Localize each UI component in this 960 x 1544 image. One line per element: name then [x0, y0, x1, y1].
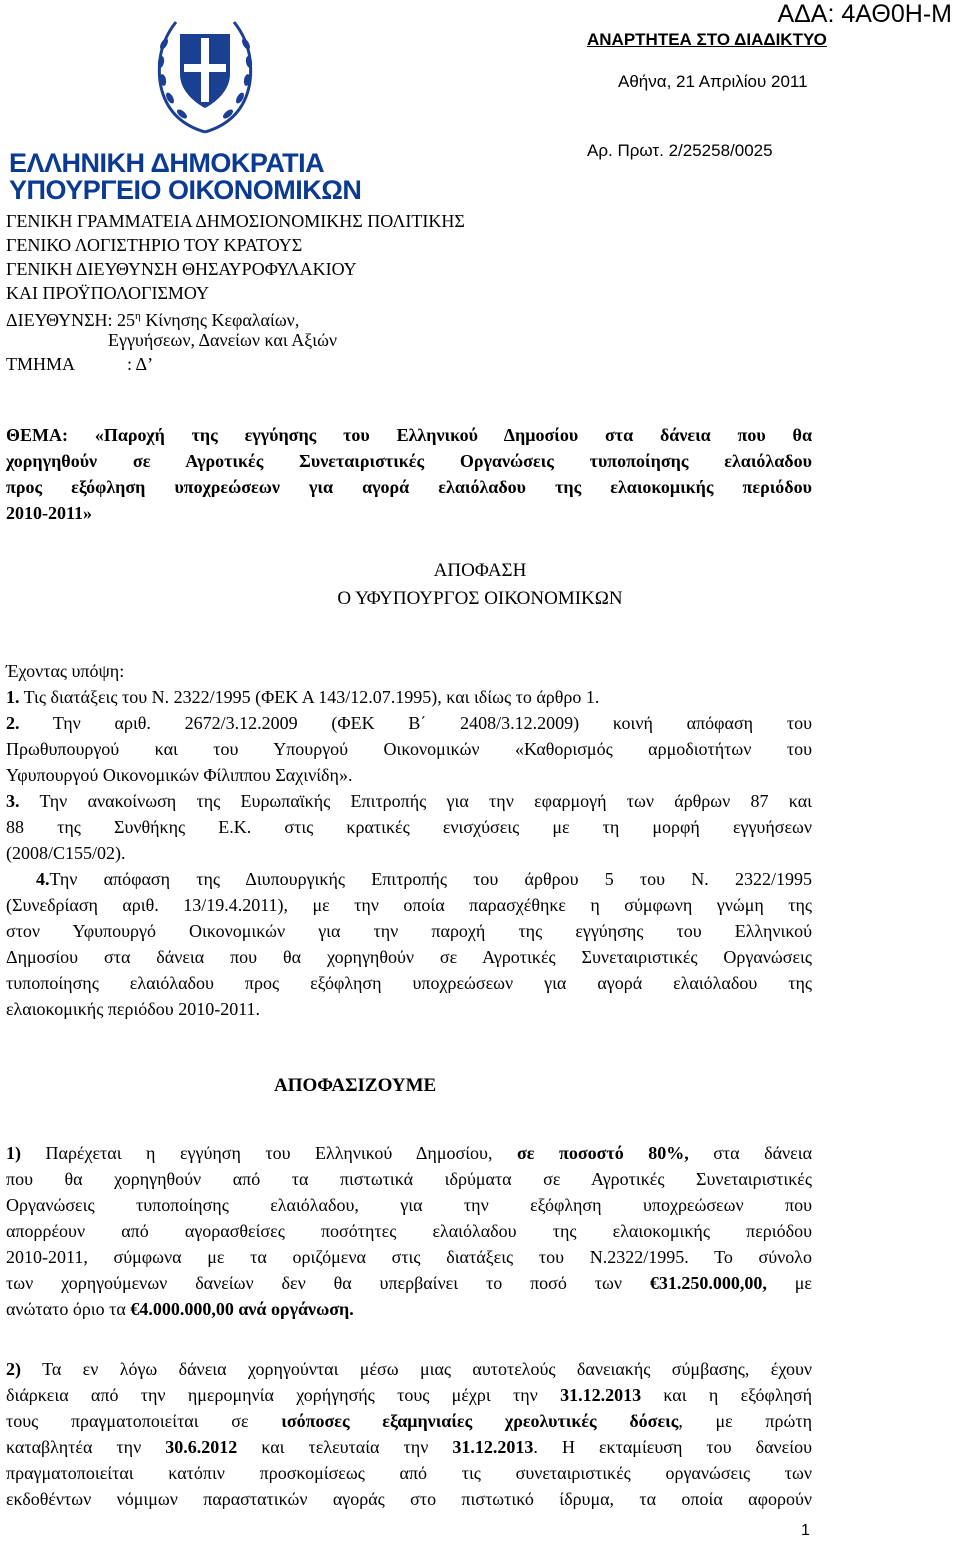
- page-number: 1: [801, 1522, 810, 1539]
- article-text: ανώτατο όριο τα: [6, 1299, 131, 1319]
- article-2-line: πραγματοποιείται κατόπιν προσκομίσεως από τις συνεταιριστικές οργανώσεις των: [6, 1463, 812, 1483]
- considering-block: [6, 658, 812, 1022]
- considering-item-3-cont: (2008/C155/02).: [6, 843, 126, 863]
- department-label: ΤΜΗΜΑ: [6, 354, 76, 374]
- article-text: και η εξόφλησή: [641, 1385, 812, 1405]
- issuer-line-2: ΓΕΝΙΚΟ ΛΟΓΙΣΤΗΡΙΟ ΤΟΥ ΚΡΑΤΟΥΣ: [6, 235, 303, 255]
- article-text: και τελευταία την: [237, 1437, 453, 1457]
- article-text: καταβλητέα την: [6, 1437, 166, 1457]
- ada-code: ΑΔΑ: 4ΑΘ0Η-Μ: [777, 0, 952, 28]
- item-number: 2.: [6, 713, 20, 733]
- issuer-line-3: ΓΕΝΙΚΗ ΔΙΕΥΘΥΝΣΗ ΘΗΣΑΥΡΟΦΥΛΑΚΙΟΥ: [6, 259, 357, 279]
- article-1-line: που θα χορηγηθούν από τα πιστωτικά ιδρύματα σε Αγροτικές Συνεταιριστικές: [6, 1169, 812, 1189]
- article-text: τους πραγματοποιείται σε: [6, 1411, 282, 1431]
- decision-subtitle: Ο ΥΦΥΠΟΥΡΓΟΣ ΟΙΚΟΝΟΜΙΚΩΝ: [337, 588, 623, 609]
- issuer-line-4: ΚΑΙ ΠΡΟΫΠΟΛΟΓΙΣΜΟΥ: [6, 283, 210, 303]
- article-text: των χορηγούμενων δανείων δεν θα υπερβαίνει το ποσό των: [6, 1273, 650, 1293]
- issuer-department: [6, 353, 153, 376]
- considering-item-4-cont: τυποποίησης ελαιόλαδου προς εξόφληση υποχρεώσεων για αγορά ελαιόλαδου της: [6, 973, 812, 993]
- considering-item-3-cont: 88 της Συνθήκης Ε.Κ. στις κρατικές ενισχύσεις με τη μορφή εγγυήσεων: [6, 817, 812, 837]
- article-1: [6, 1140, 812, 1322]
- considering-item-4: [6, 866, 812, 892]
- article-1-line: Οργανώσεις τυποποίησης ελαιόλαδου, για την εξόφληση υποχρεώσεων που: [6, 1195, 812, 1215]
- decision-heading: [0, 557, 960, 613]
- article-1-line: [6, 1140, 812, 1166]
- article-2-line: εκδοθέντων νόμιμων παραστατικών αγοράς στο πιστωτικό ίδρυμα, τα οποία αφορούν: [6, 1489, 812, 1509]
- logo-line-republic: ΕΛΛΗΝΙΚΗ ΔΗΜΟΚΡΑΤΙΑ: [9, 148, 325, 178]
- item-number: 1.: [6, 687, 20, 707]
- subject-line: ΘΕΜΑ: «Παροχή της εγγύησης του Ελληνικού Δημοσίου στα δάνεια που θα: [6, 425, 812, 445]
- item-text: Την ανακοίνωση της Ευρωπαϊκής Επιτροπής για την εφαρμογή των άρθρων 87 και: [19, 791, 812, 811]
- issuer-directorate: [6, 305, 299, 332]
- article-bold: 31.12.2013: [452, 1437, 534, 1457]
- article-bold: €4.000.000,00 ανά οργάνωση.: [130, 1299, 354, 1319]
- article-1-line: [6, 1270, 812, 1296]
- directorate-sup: η: [135, 310, 141, 322]
- article-1-line: 2010-2011, σύμφωνα με τα οριζόμενα στις διατάξεις του Ν.2322/1995. Το σύνολο: [6, 1247, 812, 1267]
- considering-intro: Έχοντας υπόψη:: [6, 661, 125, 681]
- greek-emblem-icon: [150, 4, 260, 144]
- article-1-line: απορρέουν από αγορασθείσες ποσότητες ελαιόλαδου της ελαιοκομικής περιόδου: [6, 1221, 812, 1241]
- item-text: Την αριθ. 2672/3.12.2009 (ΦΕΚ Β΄ 2408/3.12.2009) κοινή απόφαση του: [19, 713, 812, 733]
- resolve-heading: ΑΠΟΦΑΣΙΖΟΥΜΕ: [274, 1075, 437, 1096]
- subject-block: [6, 422, 812, 526]
- item-text: Την απόφαση της Διυπουργικής Επιτροπής του άρθρου 5 του Ν. 2322/1995: [49, 869, 812, 889]
- logo-line-ministry: ΥΠΟΥΡΓΕΙΟ ΟΙΚΟΝΟΜΙΚΩΝ: [9, 175, 362, 205]
- department-value: : Δ’: [127, 354, 154, 374]
- article-text: διάρκεια από την ημερομηνία χορήγησής τους μέχρι την: [6, 1385, 561, 1405]
- subject-line: προς εξόφληση υποχρεώσεων για αγορά ελαιόλαδου της ελαιοκομικής περιόδου: [6, 477, 812, 497]
- article-bold: 31.12.2013: [560, 1385, 642, 1405]
- considering-item-4-cont: στον Υφυπουργό Οικονομικών για την παροχή της εγγύησης του Ελληνικού: [6, 921, 812, 941]
- protocol-number: Αρ. Πρωτ. 2/25258/0025: [587, 141, 773, 160]
- article-bold: ισόποσες εξαμηνιαίες χρεολυτικές δόσεις: [281, 1411, 679, 1431]
- considering-item-4-cont: (Συνεδρίαση αριθ. 13/19.4.2011), με την οποία παρασχέθηκε η σύμφωνη γνώμη της: [6, 895, 812, 915]
- considering-item-2: [6, 710, 812, 736]
- issuer-line-1: ΓΕΝΙΚΗ ΓΡΑΜΜΑΤΕΙΑ ΔΗΜΟΣΙΟΝΟΜΙΚΗΣ ΠΟΛΙΤΙΚΗΣ: [6, 211, 465, 231]
- article-text: . Η εκταμίευση του δανείου: [533, 1437, 812, 1457]
- subject-line: χορηγηθούν σε Αγροτικές Συνεταιριστικές Οργανώσεις τυποποίησης ελαιόλαδου: [6, 451, 812, 471]
- item-text: Τις διατάξεις του Ν. 2322/1995 (ΦΕΚ Α 143/12.07.1995), και ιδίως το άρθρο 1.: [19, 687, 600, 707]
- ministry-logo-text: [9, 148, 362, 205]
- article-number: 2): [6, 1359, 21, 1379]
- considering-item-4-cont: ελαιοκομικής περιόδου 2010-2011.: [6, 999, 261, 1019]
- article-text: Παρέχεται η εγγύηση του Ελληνικού Δημοσίου,: [21, 1143, 517, 1163]
- article-text: στα δάνεια: [688, 1143, 812, 1163]
- decision-title: ΑΠΟΦΑΣΗ: [433, 560, 527, 581]
- article-2: [6, 1356, 812, 1512]
- directorate-rest: Κίνησης Κεφαλαίων,: [140, 310, 300, 330]
- issuer-line-6: Εγγυήσεων, Δανείων και Αξιών: [108, 330, 338, 350]
- article-2-line: [6, 1356, 812, 1382]
- article-bold: σε ποσοστό 80%,: [516, 1143, 689, 1163]
- article-2-line: [6, 1434, 812, 1460]
- directorate-prefix: ΔΙΕΥΘΥΝΣΗ: 25: [6, 310, 136, 330]
- article-text: , με πρώτη: [678, 1411, 812, 1431]
- considering-item-3: [6, 788, 812, 814]
- article-bold: 30.6.2012: [165, 1437, 238, 1457]
- considering-item-2-cont: Πρωθυπουργού και του Υπουργού Οικονομικών «Καθορισμός αρμοδιοτήτων του: [6, 739, 812, 759]
- subject-line: 2010-2011»: [6, 503, 93, 523]
- considering-item-1: [6, 684, 812, 710]
- posting-note: ΑΝΑΡΤΗΤΕΑ ΣΤΟ ΔΙΑΔΙΚΤΥΟ: [587, 30, 827, 49]
- item-number: 4.: [36, 869, 50, 889]
- article-bold: €31.250.000,00,: [649, 1273, 767, 1293]
- article-2-line: [6, 1382, 812, 1408]
- article-1-line: [6, 1296, 812, 1322]
- considering-item-4-cont: Δημοσίου στα δάνεια που θα χορηγηθούν σε Αγροτικές Συνεταιριστικές Οργανώσεις: [6, 947, 812, 967]
- article-number: 1): [6, 1143, 21, 1163]
- document-date: Αθήνα, 21 Απριλίου 2011: [618, 72, 808, 91]
- article-text: Τα εν λόγω δάνεια χορηγούνται μέσω μιας αυτοτελούς δανειακής σύμβασης, έχουν: [21, 1359, 812, 1379]
- article-text: με: [766, 1273, 812, 1293]
- item-number: 3.: [6, 791, 20, 811]
- considering-item-2-cont: Υφυπουργού Οικονομικών Φίλιππου Σαχινίδη».: [6, 765, 353, 785]
- article-2-line: [6, 1408, 812, 1434]
